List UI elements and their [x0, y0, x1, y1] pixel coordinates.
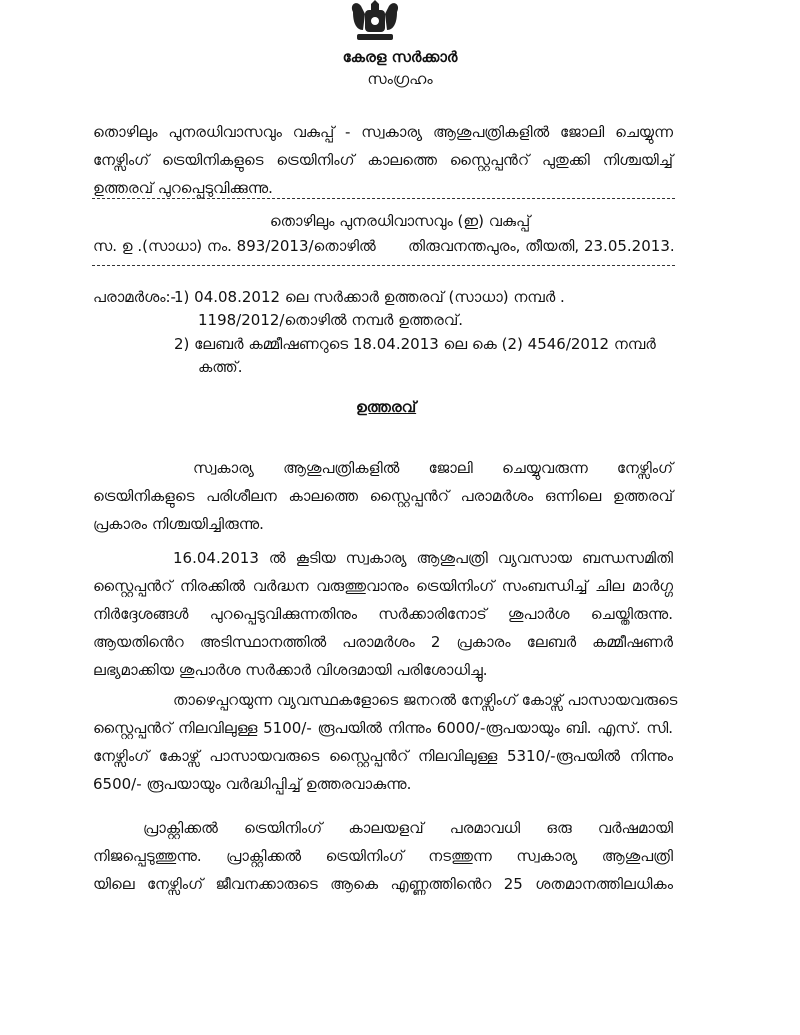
place-date: തിരുവനന്തപുരം, തീയതി, 23.05.2013. [408, 237, 675, 255]
subject-block [93, 118, 673, 202]
paragraph [93, 454, 673, 538]
paragraph-line: സ്വകാര്യ ആശുപത്രികളിൽ ജോലി ചെയ്യുവരുന്ന നേഴ്സിംഗ് [193, 459, 673, 477]
paragraph-line: നിജപ്പെടുത്തുന്നു. പ്രാക്റ്റിക്കൽ ട്രെയിനിംഗ് നടത്തുന്ന സ്വകാര്യ ആശുപത്രി [93, 847, 673, 865]
summary-label: സംഗ്രഹം [367, 70, 433, 88]
department-name: തൊഴിലും പുനരധിവാസവും (ഇ) വകുപ്പ് [269, 212, 531, 230]
order-heading: ഉത്തരവ് [356, 398, 417, 416]
order-number: സ. ഉ .(സാധാ) നം. 893/2013/തൊഴിൽ [93, 237, 376, 255]
paragraph-line: ലഭ്യമാക്കിയ ശുപാർശ സർക്കാർ വിശദമായി പരിശോധിച്ചു. [93, 661, 488, 679]
divider [92, 265, 675, 266]
references-label: പരാമർശം:- [93, 288, 176, 306]
paragraph-line: പ്രകാരം നിശ്ചയിച്ചിരുന്നു. [93, 515, 264, 533]
paragraph [93, 814, 673, 898]
paragraph-line: 16.04.2013 ൽ കൂടിയ സ്വകാര്യ ആശുപത്രി വ്യവസായ ബന്ധസമിതി [173, 549, 673, 567]
paragraph-line: താഴെപ്പറയുന്ന വ്യവസ്ഥകളോടെ ജനറൽ നേഴ്സിംഗ് കോഴ്സ് പാസായവരുടെ [173, 691, 678, 709]
subject-line: ഉത്തരവ് പുറപ്പെടുവിക്കുന്നു. [93, 179, 273, 197]
paragraph [93, 686, 678, 798]
reference-item: 1) 04.08.2012 ലെ സർക്കാർ ഉത്തരവ് (സാധാ) നമ്പർ . [174, 288, 565, 306]
paragraph-line: ആയതിൻെറ അടിസ്ഥാനത്തിൽ പരാമർശം 2 പ്രകാരം ലേബർ കമ്മീഷണർ [93, 633, 673, 651]
paragraph-line: ട്രെയിനികളുടെ പരിശീലന കാലത്തെ സ്റ്റൈപ്പൻറ് പരാമർശം ഒന്നിലെ ഉത്തരവ് [93, 487, 673, 505]
paragraph-line: യിലെ നേഴ്സിംഗ് ജീവനക്കാരുടെ ആകെ എണ്ണത്തിൻെറ 25 ശതമാനത്തിലധികം [93, 875, 673, 893]
divider [92, 198, 675, 199]
paragraph-line: 6500/- രൂപയായും വർദ്ധിപ്പിച്ച് ഉത്തരവാകുന്നു. [93, 775, 412, 793]
reference-item: 1198/2012/തൊഴിൽ നമ്പർ ഉത്തരവ്. [198, 311, 463, 329]
reference-item: കത്ത്. [198, 358, 243, 376]
subject-line: തൊഴിലും പുനരധിവാസവും വകുപ്പ് - സ്വകാര്യ ആശുപത്രികളിൽ ജോലി ചെയ്യുന്ന [93, 123, 673, 141]
paragraph-line: സ്റ്റൈപ്പൻറ് നിരക്കിൽ വർദ്ധന വരുത്തുവാനും ട്രെയിനിംഗ് സംബന്ധിച്ച് ചില മാർഗ്ഗ [93, 577, 673, 595]
subject-line: നേഴ്സിംഗ് ട്രെയിനികളുടെ ട്രെയിനിംഗ് കാലത്തെ സ്റ്റൈപ്പൻറ് പുതുക്കി നിശ്ചയിച്ച് [93, 151, 673, 169]
reference-item: 2) ലേബർ കമ്മീഷണറുടെ 18.04.2013 ലെ കെ (2) 4546/2012 നമ്പർ [174, 335, 656, 353]
paragraph-line: നിർദ്ദേശങ്ങൾ പുറപ്പെടുവിക്കുന്നതിനും സർക്കാരിനോട് ശുപാർശ ചെയ്തിരുന്നു. [93, 605, 673, 623]
paragraph-line: പ്രാക്റ്റിക്കൽ ട്രെയിനിംഗ് കാലയളവ് പരമാവധി ഒരു വർഷമായി [143, 819, 673, 837]
paragraph-line: നേഴ്സിംഗ് കോഴ്സ് പാസായവരുടെ സ്റ്റൈപ്പൻറ് നിലവിലുള്ള 5310/-രൂപയിൽ നിന്നും [93, 747, 673, 765]
kerala-emblem-icon [345, 0, 405, 44]
paragraph-line: സ്റ്റൈപ്പൻറ് നിലവിലുള്ള 5100/- രൂപയിൽ നിന്നും 6000/-രൂപയായും ബി. എസ്. സി. [93, 719, 673, 737]
paragraph [93, 544, 673, 684]
government-title: കേരള സർക്കാർ [342, 48, 458, 66]
